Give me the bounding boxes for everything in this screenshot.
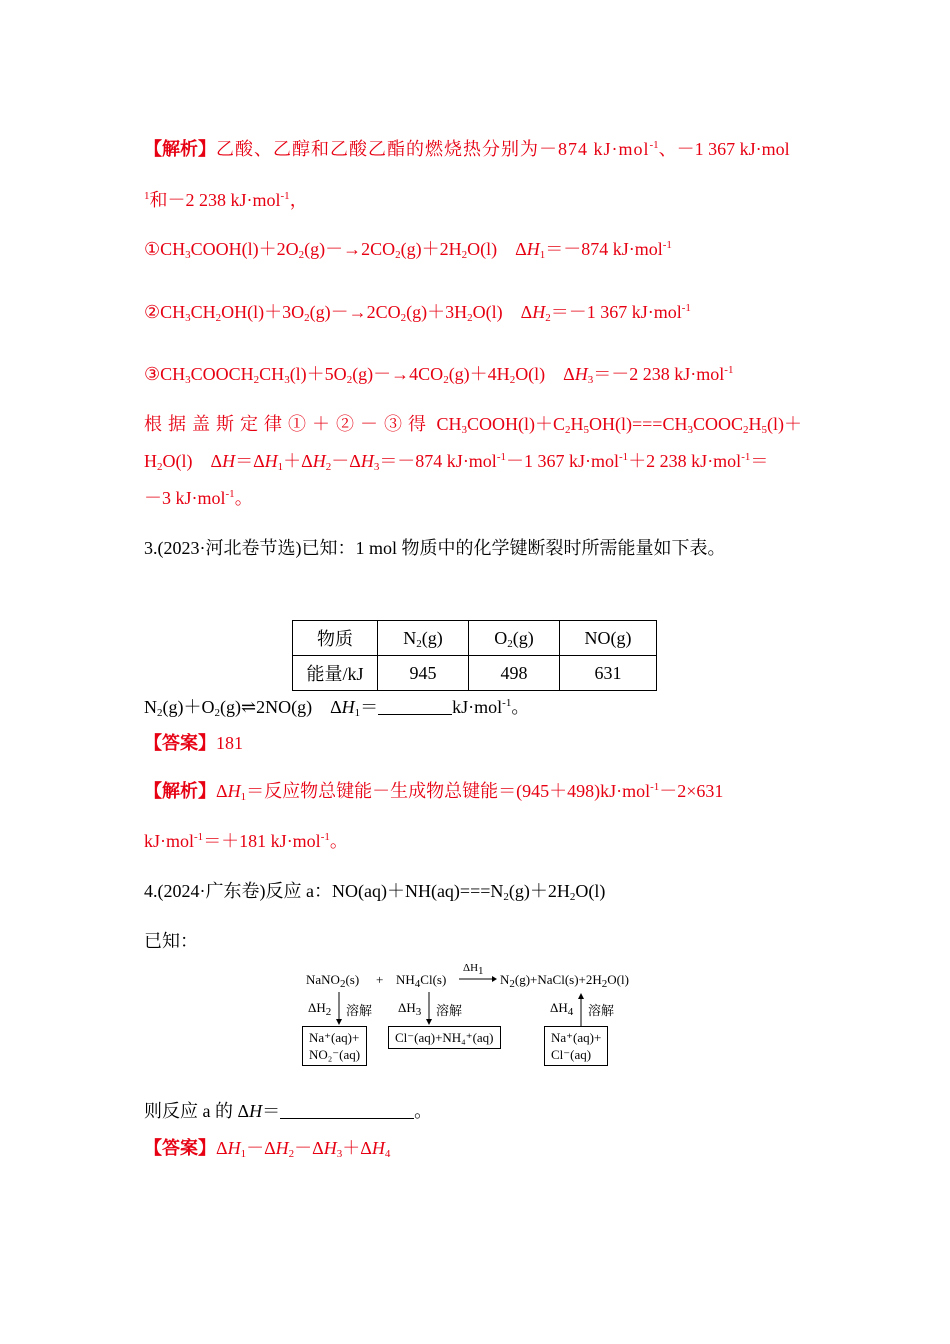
equation-3: $③CH_3COOCH_2CH_3(l)+5O_2(g)-\to 4CO_2(g)+4H_2O(l)$ $\Delta H_3=-2$ 238 kJ·mol$^{-1}$ (144, 364, 734, 386)
dh3-label: $\Delta H_3$ (398, 1000, 422, 1018)
q4-known: 已知： (144, 931, 198, 951)
dissolve-label: 溶解 (436, 1003, 463, 1018)
q3-answer: 【答案】181 (144, 733, 243, 753)
hess-law-line3: －3 kJ·mol$^{-1}$。 (144, 488, 253, 508)
q3-equation: $N_2(g)+O_2(g)\rightleftharpoons 2NO(g)$ $\Delta H_1= kJ\cdot mol^{-1}$。 (144, 697, 530, 719)
dissolve-label: 溶解 (588, 1003, 615, 1018)
table-header: NO(g) (560, 621, 657, 656)
table-header: $O_2(g)$ (469, 621, 560, 656)
thermo-cycle-diagram (300, 958, 660, 1076)
table-cell: 能量/kJ (293, 656, 378, 691)
products: $N_2(g)+NaCl(s)+2H_2O(l)$ (500, 972, 629, 990)
answer-blank (378, 696, 452, 715)
q4-answer: 【答案】$\Delta H_1-\Delta H_2-\Delta H_3+\Delta H_4$ (144, 1138, 391, 1160)
plus-sign: + (376, 972, 384, 987)
q3-analysis-line1: 【解析】$\Delta H_1=$反应物总键能－生成物总键能＝(945＋498)kJ·mol$^{-1}$－2×631 (144, 781, 724, 803)
dh1-label: $\Delta H_1$ (463, 962, 484, 977)
arrow-down-icon (424, 992, 434, 1026)
table-cell: 498 (469, 656, 560, 691)
table-cell: 631 (560, 656, 657, 691)
hess-law-line1: 根据盖斯定律①＋②－③得 $CH_3COOH(l)+C_2H_5OH(l)===CH_3COOC_2H_5(l)+$ (144, 414, 802, 436)
table-row (293, 656, 657, 691)
answer-tag: 【答案】 (144, 1138, 216, 1158)
arrow-up-icon (576, 992, 586, 1026)
answer-blank (280, 1100, 414, 1119)
table-header: 物质 (293, 621, 378, 656)
arrow-right-icon (458, 972, 498, 986)
dissolve-label: 溶解 (346, 1003, 373, 1018)
equation-2: $②CH_3CH_2OH(l)+3O_2(g)-\to 2CO_2(g)+3H_2O(l)$ $\Delta H_2=-1$ 367 kJ·mol$^{-1}$ (144, 302, 691, 324)
box-na-cl: Na⁺(aq)+ Cl⁻(aq) (544, 1026, 608, 1066)
bond-energy-table (292, 620, 657, 691)
analysis-tag: 【解析】 (144, 781, 216, 801)
arrow-down-icon (334, 992, 344, 1026)
q4-stem: 4.(2024·广东卷)反应 a：$NO(aq)+NH(aq)===N_2(g)+2H_2O(l)$ (144, 881, 606, 903)
box-cl-nh4: Cl⁻(aq)+NH₄⁺(aq) (388, 1026, 501, 1049)
dh4-label: $\Delta H_4$ (550, 1000, 574, 1018)
dh2-label: $\Delta H_2$ (308, 1000, 332, 1018)
q2-analysis-line2: $^1$和－2 238 kJ·mol$^{-1}$， (144, 190, 308, 210)
box-na-no2: Na⁺(aq)+ NO₂⁻(aq) (302, 1026, 367, 1066)
hess-law-line2: $H_2O(l)$ $\Delta H=\Delta H_1+\Delta H_2-\Delta H_3=-874$ kJ·mol$^{-1}$－1 367 kJ·mol$^{-1}$＋2 238 kJ·mol$^{-1}$＝ (144, 451, 769, 473)
q4-ask: 则反应 a 的 ΔH＝ 。 (144, 1101, 433, 1121)
table-header: $N_2(g)$ (378, 621, 469, 656)
reactant-nh4cl: $NH_4Cl(s)$ (396, 972, 447, 990)
analysis-tag: 【解析】 (144, 139, 216, 159)
answer-tag: 【答案】 (144, 733, 216, 753)
table-cell: 945 (378, 656, 469, 691)
q3-analysis-line2: kJ·mol$^{-1}$＝＋181 kJ·mol$^{-1}$。 (144, 831, 348, 851)
q2-analysis-line1: 【解析】乙酸、乙醇和乙酸乙酯的燃烧热分别为－874 kJ·mol$^{-1}$、－1 367 kJ·mol (144, 139, 790, 159)
equation-1: $①CH_3COOH(l)+2O_2(g)-\to 2CO_2(g)+2H_2O(l)$ $\Delta H_1=-874$ kJ·mol$^{-1}$ (144, 239, 672, 261)
table-row (293, 621, 657, 656)
reactant-nano2: NaNO$_2$(s) (306, 972, 360, 990)
q3-stem: 3.(2023·河北卷节选)已知：1 mol 物质中的化学键断裂时所需能量如下表。 (144, 538, 726, 558)
